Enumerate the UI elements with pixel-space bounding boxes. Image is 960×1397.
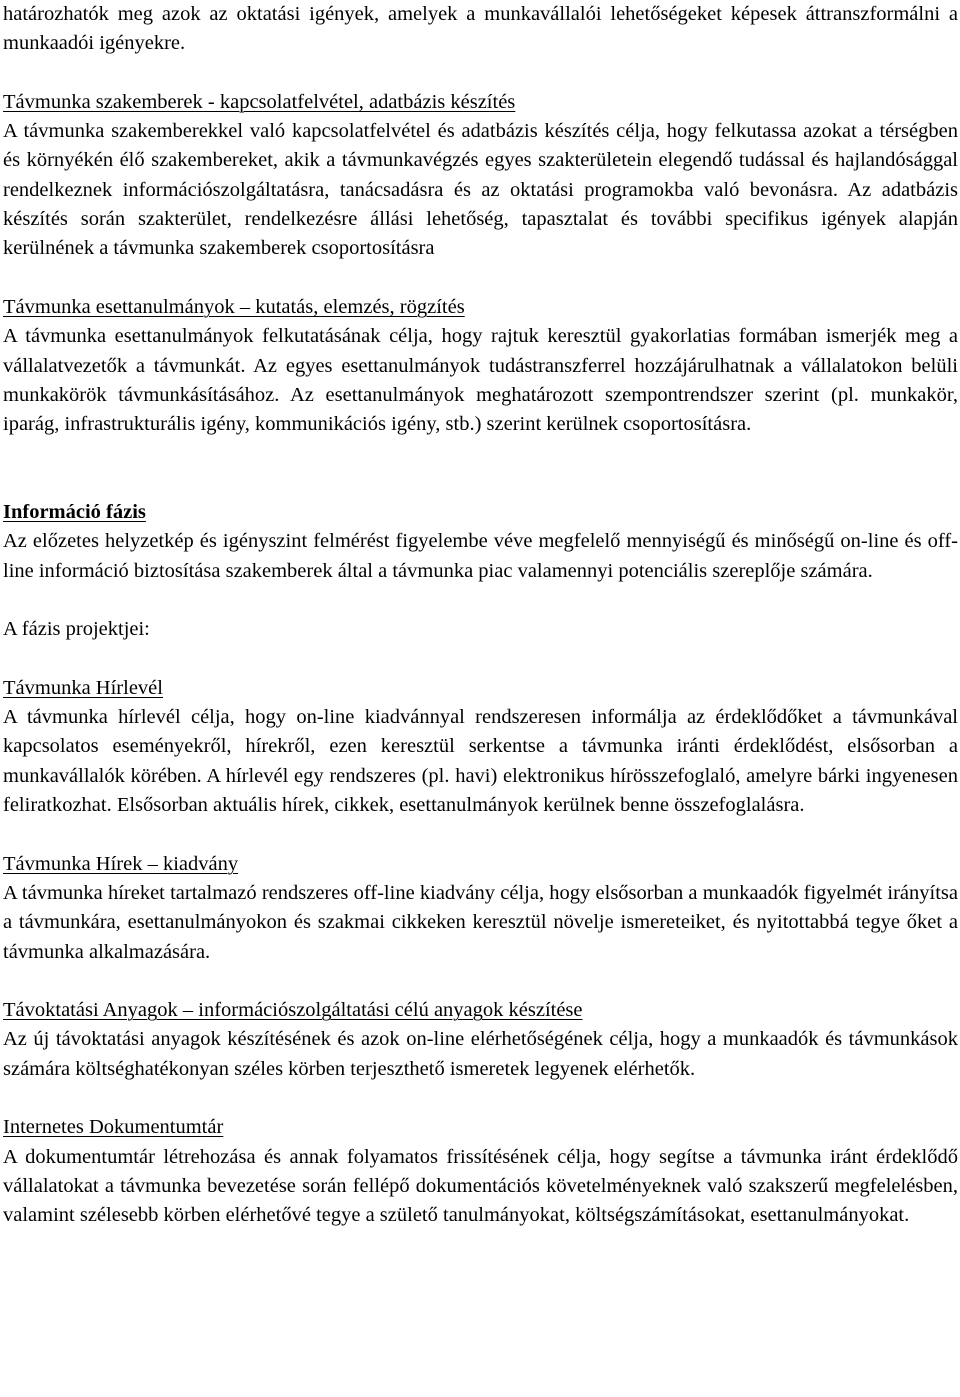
project-body: Az új távoktatási anyagok készítésének és azok on-line elérhetőségének célja, hogy a munkaadók és távmunkások számára költséghatékonyan széles körben terjeszthető ismeretek legyenek elérhetők. [3,1028,958,1080]
section-body: A távmunka esettanulmányok felkutatásának célja, hogy rajtuk keresztül gyakorlatias formában ismerjék meg a vállalatvezetők a távmunkát. Az egyes esettanulmányok tudástranszferrel hozzájárulhatnak a vállalatokon belüli munkakörök távmunkásításához. Az esettanulmányok meghatározott szempontrendszer szerint (pl. munkakör, iparág, infrastrukturális igény, kommunikációs igény, stb.) szerint kerülnek csoportosításra. [3,325,958,436]
document-page [3,0,958,1230]
project-body: A távmunka hírlevél célja, hogy on-line kiadvánnyal rendszeresen informálja az érdeklődőket a távmunkával kapcsolatos eseményekről, hírekről, ezen keresztül serkentse a távmunka iránti érdeklődést, elsősorban a munkavállalók körében. A hírlevél egy rendszeres (pl. havi) elektronikus hírösszefoglaló, amelyre bárki ingyenesen feliratkozhat. Elsősorban aktuális hírek, cikkek, esettanulmányok kerülnek benne összefoglalásra. [3,706,958,817]
project-heading: Távmunka Hírlevél [3,676,163,699]
project-body: A dokumentumtár létrehozása és annak folyamatos frissítésének célja, hogy segítse a távmunka iránt érdeklődő vállalatokat a távmunka bevezetése során fellépő dokumentációs követelményeknek való szakszerű megfelelésben, valamint szélesebb körben elérhetővé tegye a születő tanulmányokat, költségszámításokat, esettanulmányokat. [3,1145,958,1227]
section-szakemberek [3,88,958,264]
project-tavoktatas [3,996,958,1084]
section-esettanulmanyok [3,293,958,439]
intro-paragraph: határozhatók meg azok az oktatási igények, amelyek a munkavállalói lehetőségeket képesek áttranszformálni a munkaadói igényekre. [3,3,958,55]
spacer [3,1084,958,1113]
spacer [3,59,958,88]
spacer [3,586,958,615]
spacer [3,645,958,674]
phase-body: Az előzetes helyzetkép és igényszint felmérést figyelembe véve megfelelő mennyiségű és minőségű on-line és off-line információ biztosítása szakemberek által a távmunka piac valamennyi potenciális szereplője számára. [3,530,958,582]
project-heading: Távoktatási Anyagok – információszolgáltatási célú anyagok készítése [3,999,583,1022]
project-heading: Internetes Dokumentumtár [3,1116,224,1139]
section-heading: Távmunka esettanulmányok – kutatás, elemzés, rögzítés [3,295,465,318]
spacer [3,820,958,849]
project-dokumentumtar [3,1113,958,1230]
spacer [3,439,958,498]
project-hirek [3,850,958,967]
spacer [3,264,958,293]
phase-information [3,498,958,586]
project-hirlevel [3,674,958,820]
phase-title: Információ fázis [3,501,146,524]
spacer [3,967,958,996]
project-heading: Távmunka Hírek – kiadvány [3,852,239,875]
section-body: A távmunka szakemberekkel való kapcsolatfelvétel és adatbázis készítés célja, hogy felkutassa azokat a térségben és környékén élő szakembereket, akik a távmunkavégzés egyes szakterületein elegendő tudással és hajlandósággal rendelkeznek információszolgáltatásra, tanácsadásra és az oktatási programokba való bevonásra. Az adatbázis készítés során szakterület, rendelkezésre állási lehetőség, tapasztalat és további specifikus igények alapján kerülnének a távmunka szakemberek csoportosításra [3,120,958,260]
section-heading: Távmunka szakemberek - kapcsolatfelvétel, adatbázis készítés [3,90,516,113]
project-body: A távmunka híreket tartalmazó rendszeres off-line kiadvány célja, hogy elsősorban a munkaadók figyelmét irányítsa a távmunkára, esettanulmányokon és szakmai cikkeken keresztül növelje ismereteiket, és nyitottabbá tegye őket a távmunka alkalmazására. [3,881,958,963]
projects-label: A fázis projektjei: [3,618,150,641]
